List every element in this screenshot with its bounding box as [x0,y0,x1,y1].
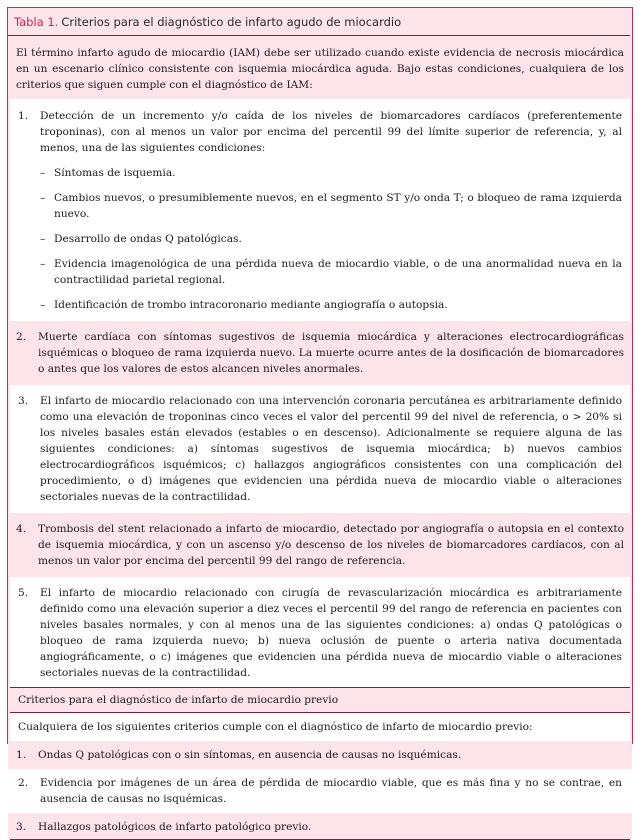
criterion-text: Evidencia por imágenes de un área de pérdida de miocardio viable, que es más fina y no se contrae, en ausencia de causas no isquémicas. [40,777,622,805]
criterion-row-4 [8,513,632,577]
criterion-text: El infarto de miocardio relacionado con una intervención coronaria percutánea es arbitrariamente definido como una elevación de troponinas cinco veces el valor del percentil 99 del nivel de referencia, o > 20% si los niveles basales están elevados (estables o en descenso). Adicionalmente se requiere alguna de las siguientes condiciones: a) síntomas sugestivos de isquemia miocárdica; b) nuevos cambios electrocardiográficos isquémicos; c) hallazgos angiográficos consistentes con una complicación del procedimiento, o d) imágenes que evidencien una pérdida nueva de miocardio viable o alteraciones sectoriales nuevas de la contractilidad. [40,395,622,503]
criteria-table [7,7,633,833]
table-caption [8,8,630,36]
criterion-number: 1. [18,110,29,122]
dash-bullet-icon: – [40,258,46,270]
criterion-number: 3. [16,821,27,833]
dash-bullet-icon: – [40,233,46,245]
criterion-text: Ondas Q patológicas con o sin síntomas, en ausencia de causas no isquémicas. [38,749,462,761]
criterion-row-5 [10,577,630,687]
previous-intro-row [10,713,630,741]
dash-bullet-icon: – [40,167,46,179]
sub-item: – Cambios nuevos, o presumiblemente nuevos, en el segmento ST y/o onda T; o bloqueo de rama izquierda nuevo. [40,192,622,220]
criterion-number: 2. [18,777,29,789]
intro-text: El término infarto agudo de miocardio (IAM) debe ser utilizado cuando existe evidencia de necrosis miocárdica en un escenario clínico consistente con isquemia miocárdica aguda. Bajo estas condiciones, cualquiera de los criterios que siguen cumple con el diagnóstico de IAM: [16,47,624,91]
sub-item: – Evidencia imagenológica de una pérdida nueva de miocardio viable, o de una anormalidad nueva en la contractilidad parietal regional. [40,258,622,286]
sub-item: – Identificación de trombo intracoronario mediante angiografía o autopsia. [40,299,448,311]
dash-bullet-icon: – [40,192,46,204]
criterion-text: Trombosis del stent relacionado a infarto de miocardio, detectado por angiografía o autopsia en el contexto de isquemia miocárdica, y con un ascenso y/o descenso de los niveles de biomarcadores cardíacos, con al menos un valor por encima del percentil 99 del rango de referencia. [38,523,624,567]
criterion-text: Detección de un incremento y/o caída de los niveles de biomarcadores cardíacos (preferentemente troponinas), con al menos un valor por encima del percentil 99 del límite superior de referencia, y, al menos, una de las siguientes condiciones: [40,110,622,154]
previous-infarction-heading: Criterios para el diagnóstico de infarto de miocardio previo [10,687,630,713]
criterion-text: El infarto de miocardio relacionado con cirugía de revascularización miocárdica es arbitrariamente definido como una elevación superior a diez veces el percentil 99 del rango de referencia en pacientes con niveles basales normales, y con al menos una de las siguientes condiciones: a) ondas Q patológicas o bloqueo de rama izquierda nuevo; b) nueva oclusión de puente o arteria nativa documentada angiográficamente, o c) imágenes que evidencien una pérdida nueva de miocardio viable o alteraciones sectoriales nuevas de la contractilidad. [40,587,622,679]
criterion-number: 4. [16,523,27,535]
dash-bullet-icon: – [40,299,46,311]
criterion-row-2 [8,321,632,385]
previous-intro-text: Cualquiera de los siguientes criterios cumple con el diagnóstico de infarto de miocardio previo: [18,721,533,733]
criterion-number: 3. [18,395,29,407]
previous-criterion-row-1 [8,741,632,769]
table-title: Criterios para el diagnóstico de infarto agudo de miocardio [61,14,402,29]
previous-criterion-row-2 [10,769,630,813]
criterion-number: 5. [18,587,29,599]
criterion-number: 2. [16,331,27,343]
previous-criterion-row-3 [8,813,632,839]
intro-row [8,36,632,99]
criterion-row-1 [10,99,630,321]
criterion-text: Muerte cardíaca con síntomas sugestivos de isquemia miocárdica y alteraciones electrocardiográficas isquémicas o bloqueo de rama izquierda nuevo. La muerte ocurre antes de la dosificación de biomarcadores o antes que los valores de estos alcancen niveles anormales. [38,331,624,375]
sub-item: – Síntomas de isquemia. [40,167,176,179]
sub-item: – Desarrollo de ondas Q patológicas. [40,233,242,245]
criterion-text: Hallazgos patológicos de infarto patológico previo. [38,821,312,833]
criterion-row-3 [10,385,630,513]
table-label: Tabla 1. [14,14,59,29]
criterion-number: 1. [16,749,27,761]
